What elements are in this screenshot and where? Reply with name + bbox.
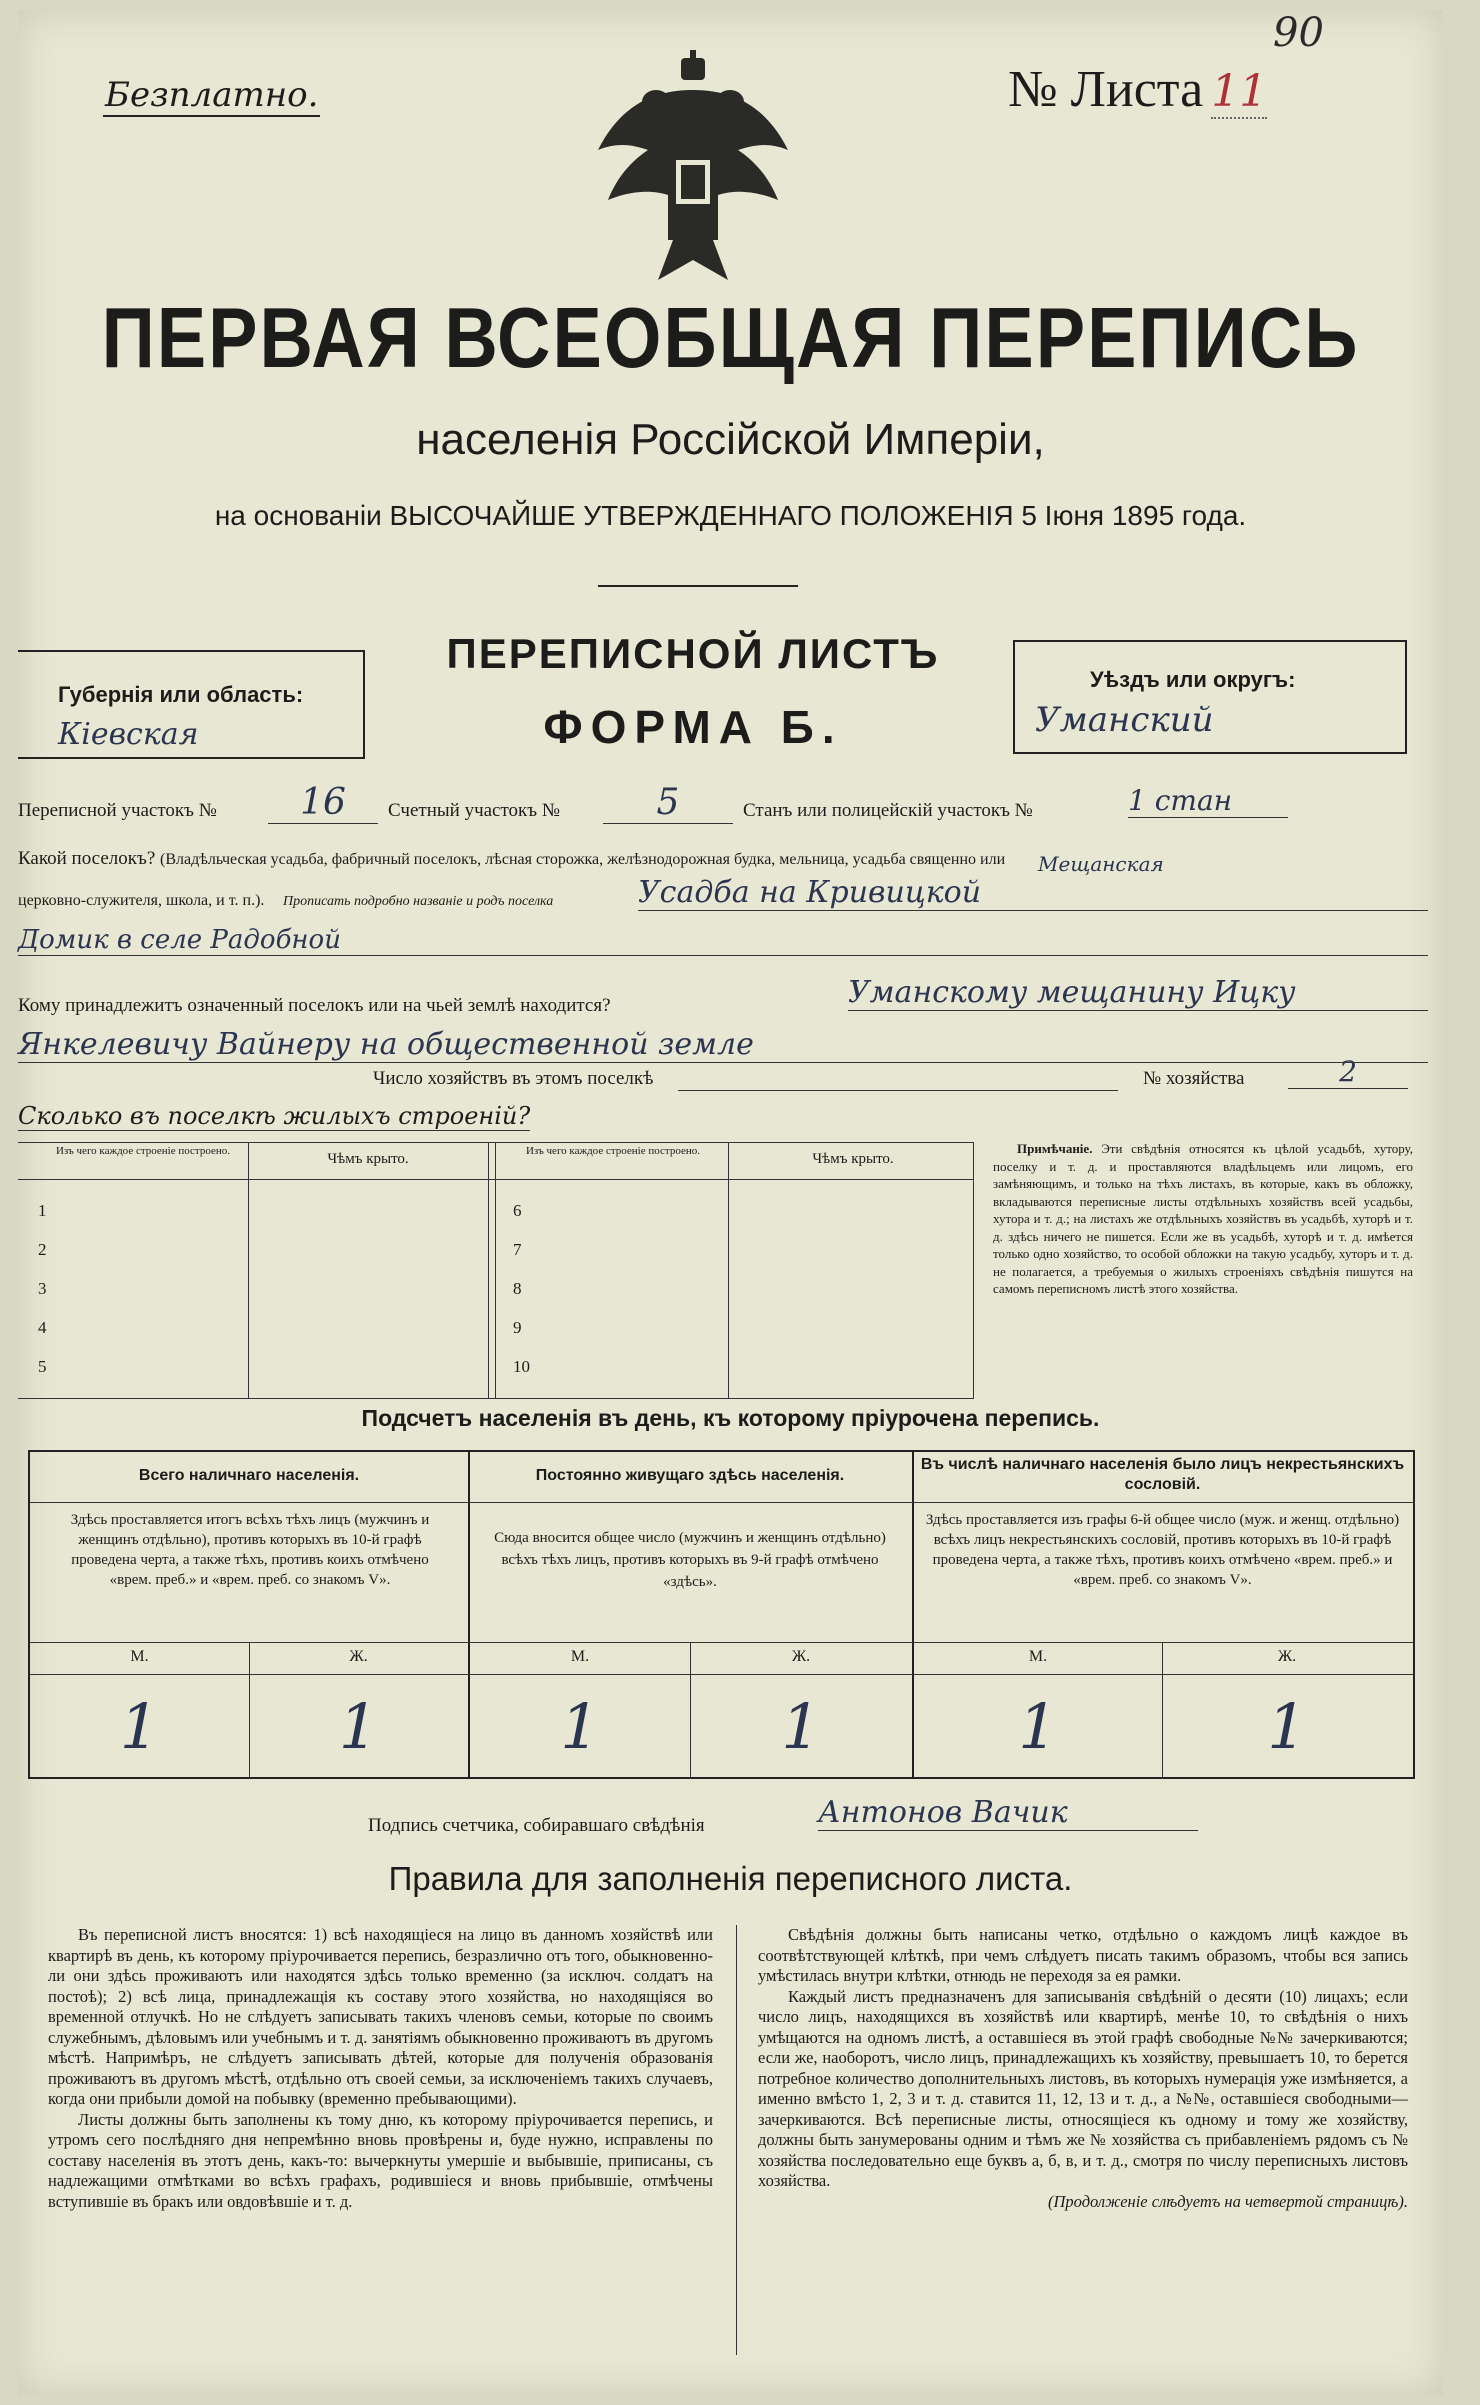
settlement-value-2: Домик в селе Радобной (18, 925, 1428, 956)
rules-continued: (Продолженіе слѣдуетъ на четвертой страницѣ). (1048, 2191, 1408, 2211)
province-label: Губернія или область: (58, 682, 304, 707)
document-subtitle: населенія Россійской Имперіи, (416, 415, 1045, 464)
tally-f-label: Ж. (791, 1648, 811, 1665)
row-number: 4 (38, 1318, 47, 1337)
sheet-title: ПЕРЕПИСНОЙ ЛИСТЪ (446, 630, 940, 677)
households-label: Число хозяйствъ въ этомъ поселкѣ (373, 1068, 654, 1089)
col-material-left: Изъ чего каждое строеніе построено. (55, 1145, 231, 1157)
document-title: ПЕРВАЯ ВСЕОБЩАЯ ПЕРЕПИСЬ (101, 289, 1360, 386)
tally-values-line (30, 1674, 1413, 1675)
tally-col2-text: Сюда вносится общее число (мужчинъ и женщинъ отдѣльно) всѣхъ тѣхъ лицъ, противъ которыхъ въ 9-й графѣ отмѣчено «здѣсь». (494, 1530, 886, 1590)
household-no-value: 2 (1288, 1055, 1408, 1089)
district-label: Уѣздъ или округъ: (1090, 667, 1296, 692)
census-area-value: 16 (268, 782, 378, 824)
tally-value: 1 (781, 1690, 821, 1763)
tally-col3-text: Здѣсь проставляется изъ графы 6-й общее число (муж. и женщ. отдѣльно) всѣхъ лицъ некрестьянскихъ сословій, противъ которыхъ въ 10-й графѣ проведена черта, а также тѣхъ, противъ коихъ отмѣчено «врем. преб.» и «врем. преб. со знакомъ V». (925, 1512, 1400, 1588)
sheet-number-text: № Листа (1008, 61, 1204, 118)
col-material-right: Изъ чего каждое строеніе построено. (525, 1145, 701, 1157)
district-value: Уманский (1035, 700, 1214, 740)
form-title: ФОРМА Б. (543, 701, 843, 753)
tally-header-line (30, 1502, 1413, 1503)
rules-column-divider (736, 1925, 737, 2355)
census-area-label: Переписной участокъ № (18, 800, 217, 821)
count-area-label: Счетный участокъ № (388, 800, 560, 821)
table-divider (488, 1143, 496, 1398)
signature-label: Подпись счетчика, собиравшаго свѣдѣнія (368, 1815, 705, 1836)
owner-value: Уманскому мещанину Ицку (848, 975, 1428, 1011)
tally-value: 1 (338, 1690, 379, 1763)
row-number: 1 (38, 1201, 47, 1220)
owner-value-2: Янкелевичу Вайнеру на общественной земле (18, 1027, 1428, 1063)
tally-f-label: Ж. (349, 1648, 368, 1665)
row-number: 2 (38, 1240, 47, 1259)
tally-col2-title: Постоянно живущаго здѣсь населенія. (535, 1467, 845, 1484)
table-col-line-right (728, 1143, 729, 1398)
row-number: 10 (513, 1357, 530, 1376)
double-headed-eagle-icon (578, 50, 808, 290)
buildings-question: Сколько въ поселкѣ жилыхъ строеній? (18, 1102, 531, 1130)
table-col-line (248, 1143, 249, 1398)
settlement-value: Усадба на Кривицкой (638, 875, 1428, 911)
col-roof-left: Чѣмъ крыто. (327, 1151, 409, 1167)
settlement-instruction: Прописать подробно названіе и родъ поселка (283, 894, 554, 909)
rules-paragraph: Свѣдѣнія должны быть написаны четко, отдѣльно о каждомъ лицѣ каждое въ соотвѣтствующей клѣткѣ, при чемъ слѣдуетъ писать такимъ образомъ, чтобы вся запись умѣстилась внутри клѣтки, отнюдь не переходя за ея рамки. (758, 1925, 1408, 1985)
tally-col1-title: Всего наличнаго населенія. (138, 1467, 360, 1484)
rules-paragraph: Каждый листъ предназначенъ для записыванія свѣдѣній о десяти (10) лицахъ; если число лицъ, находящихся въ хозяйствѣ или квартирѣ, менѣе 10, то свѣдѣнія о нихъ умѣщаются на одномъ листѣ, а оставшіеся въ этой графѣ свободные №№ зачеркиваются; если же, наоборотъ, число лицъ, принадлежащихъ къ хозяйству, превышаетъ 10, то берется потребное количество дополнительныхъ листовъ, въ которыхъ нумерація уже измѣняется, а именно вмѣсто 1, 2, 3 и т. д. ставится 11, 12, 13 и т. д., а №№, оставшіеся свободными—зачеркиваются. Всѣ переписные листы, относящіеся къ одному и тому же хозяйству, должны быть занумерованы одним и тѣмъ же № хозяйства съ прибавленіемъ рядомъ съ № хозяйства последовательно еще буквъ а, б, в, и т. д., смотря по числу переписныхъ листовъ хозяйства. (758, 1986, 1408, 2190)
settlement-hint2: церковно-служителя, школа, и т. п.). (18, 892, 265, 909)
tally-mf-line (30, 1642, 1413, 1643)
note-lead: Примѣчаніе. (1017, 1141, 1093, 1156)
count-area-value: 5 (603, 782, 733, 824)
settlement-fields (18, 782, 1443, 1090)
tally-m-label: М. (1028, 1648, 1048, 1665)
tally-m-label: М. (570, 1648, 590, 1665)
note-text: Эти свѣдѣнія относятся къ цѣлой усадьбѣ, хутору, поселку и т. д. и проставляются владѣльцемъ или лицомъ, его замѣняющимъ, и только на тѣхъ листахъ, въ которые, какъ въ обложку, вкладываются переписные листы отдѣльныхъ хозяйствъ всей усадьбы, хутора и т. д.; на листахъ же отдѣльныхъ хозяйствъ въ усадьбѣ, хуторѣ и т. д. здѣсь ничего не пишется. Если же въ усадьбѣ, хуторѣ и т. д. имѣется только одно хозяйство, то особой обложки на такую усадьбу, хуторъ и т. д. не полагается, а требуемыя о жилыхъ строеніяхъ свѣдѣнія пишутся на самомъ переписномъ листѣ этого хозяйства. (993, 1141, 1414, 1296)
tally-value: 1 (119, 1690, 160, 1763)
settlement-hint: (Владѣльческая усадьба, фабричный поселокъ, лѣсная сторожка, желѣзнодорожная будка, мельница, усадьба священно или (160, 851, 1006, 868)
tally-title: Подсчетъ населенія въ день, къ которому пріурочена перепись. (361, 1405, 1100, 1431)
free-label: Безплатно. (105, 75, 319, 115)
row-number: 3 (38, 1279, 47, 1298)
tally-value: 1 (1018, 1690, 1058, 1763)
title-divider (598, 585, 798, 587)
row-number: 7 (513, 1240, 522, 1259)
col-roof-right: Чѣмъ крыто. (812, 1151, 894, 1167)
tally-m-label: М. (130, 1648, 149, 1665)
settlement-value-above: Мещанская (1038, 852, 1164, 876)
buildings-table (18, 1142, 974, 1399)
station-value: 1 стан (1128, 784, 1288, 818)
rules-paragraph: Листы должны быть заполнены къ тому дню, къ которому пріурочивается перепись, и утромъ сего послѣдняго дня непремѣнно вновь провѣрены и, буде нужно, исправлены по составу населенія въ этотъ день, какъ-то: вычеркнуты умершіе и выбывшіе, приписаны, съ надлежащими отмѣтками во всѣхъ графахъ, родившіеся и вновь прибывшіе, отмѣчены вступившіе въ бракъ или овдовѣвшіе и т. д. (48, 2109, 713, 2211)
rules-left-column (48, 1925, 713, 2212)
tally-value: 1 (1267, 1690, 1307, 1763)
households-line (678, 1090, 1118, 1091)
row-number: 8 (513, 1279, 522, 1298)
district-box (1013, 640, 1407, 754)
row-number: 9 (513, 1318, 522, 1337)
tally-value: 1 (560, 1690, 600, 1763)
sheet-number-value: 11 (1211, 66, 1268, 117)
settlement-question-text: Какой поселокъ? (18, 848, 156, 869)
signature-value: Антонов Вачик (818, 1795, 1198, 1831)
note (993, 1140, 1413, 1298)
sheet-number-label (1008, 60, 1267, 119)
rules-right-column (758, 1925, 1408, 2212)
row-number: 6 (513, 1201, 522, 1220)
household-no-label: № хозяйства (1143, 1068, 1245, 1089)
tally-f-label: Ж. (1277, 1648, 1297, 1665)
tally-col1-text: Здѣсь проставляется итогъ всѣхъ тѣхъ лицъ (мужчинъ и женщинъ отдѣльно), противъ которыхъ въ 10-й графѣ проведена черта, а также тѣхъ, противъ коихъ отмѣчено «врем. преб.» и «врем. преб. со знакомъ V». (70, 1512, 430, 1588)
tally-col3-title: Въ числѣ наличнаго населенія было лицъ некрестьянскихъ сословій. (920, 1456, 1405, 1493)
rules-title: Правила для заполненія переписного листа. (388, 1860, 1073, 1897)
station-label: Станъ или полицейскій участокъ № (743, 800, 1033, 821)
tally-table (28, 1450, 1415, 1779)
table-header-line (18, 1179, 973, 1180)
settlement-question (18, 848, 1005, 870)
census-sheet (18, 10, 1443, 2395)
rules-paragraph: Въ переписной листъ вносятся: 1) всѣ находящіеся на лицо въ данномъ хозяйствѣ или квартирѣ въ день, къ которому пріурочивается перепись, безразлично отъ того, обыкновенно-ли они здѣсь проживаютъ или находятся здѣсь только временно (за исключ. солдатъ на постоѣ); 2) всѣ лица, принадлежащія къ составу этого хозяйства, но находящіяся во временной отлучкѣ. Но не слѣдуетъ записывать такихъ членовъ семьи, которые по своимъ служебнымъ, дѣловымъ или учебнымъ и т. д. занятіямъ обыкновенно проживаютъ въ другомъ мѣстѣ. Напримѣръ, не слѣдуетъ записывать дѣтей, которые для полученія образованія проживаютъ въ другомъ мѣстѣ, отдѣльно отъ своей семьи, за исключеніемъ такихъ случаевъ, когда они прибыли домой на побывку (временно пребывающими). (48, 1925, 713, 2108)
archive-number: 90 (1273, 10, 1324, 56)
province-value: Кіевская (58, 717, 199, 752)
row-number: 5 (38, 1357, 47, 1376)
document-basis: на основаніи ВЫСОЧАЙШЕ УТВЕРЖДЕННАГО ПОЛОЖЕНІЯ 5 Іюня 1895 года. (214, 500, 1247, 531)
owner-question: Кому принадлежитъ означенный поселокъ или на чьей землѣ находится? (18, 995, 611, 1016)
province-box (18, 650, 365, 759)
